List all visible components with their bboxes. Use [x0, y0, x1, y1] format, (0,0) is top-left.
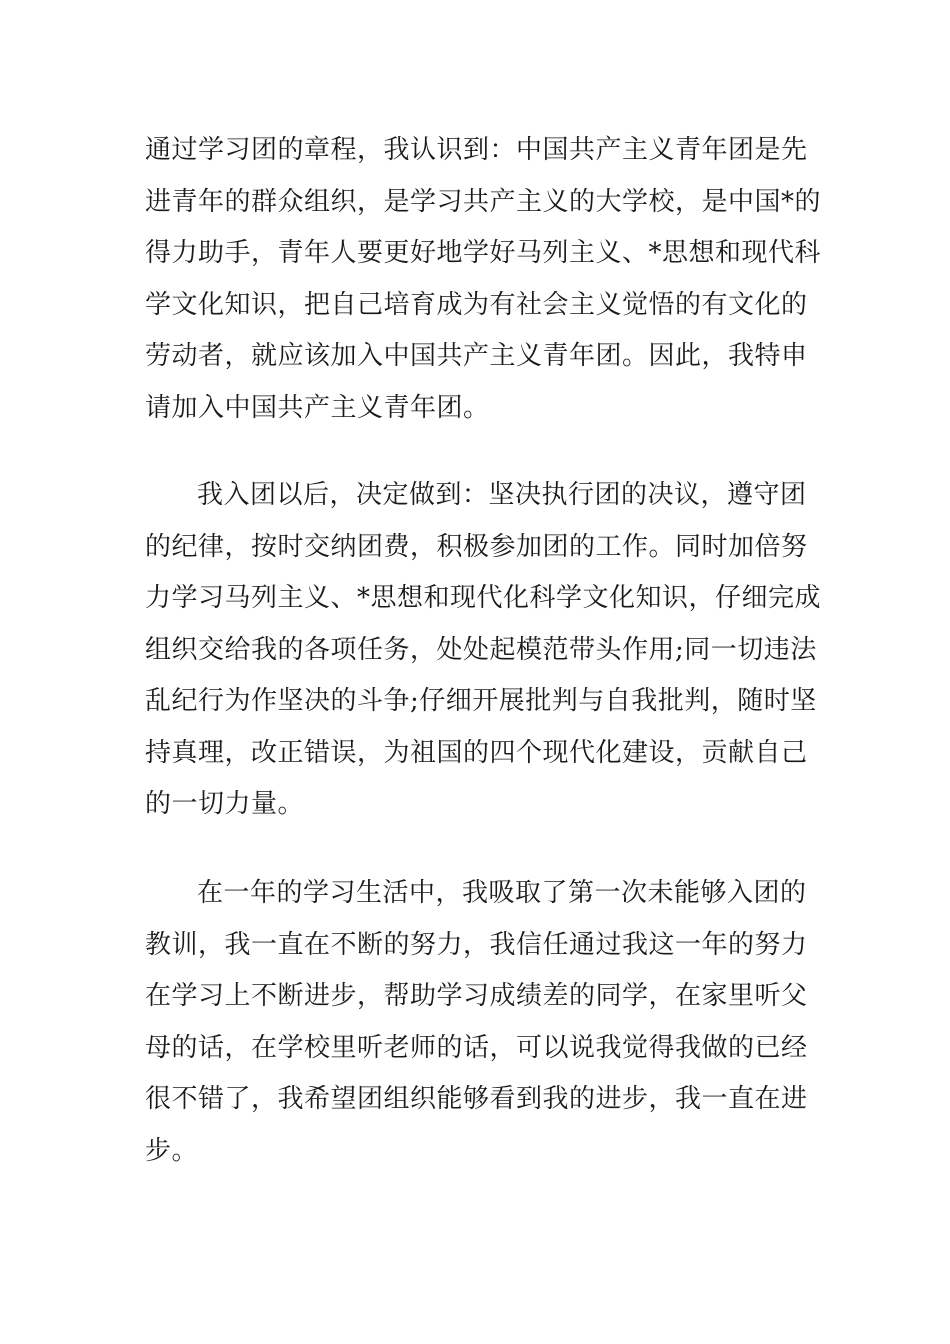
text-line: 的一切力量。	[145, 789, 305, 819]
text-line: 得力助手，青年人要更好地学好马列主义、*思想和现代科	[145, 238, 822, 268]
text-line: 在学习上不断进步，帮助学习成绩差的同学，在家里听父	[145, 981, 808, 1011]
text-line: 乱纪行为作坚决的斗争;仔细开展批判与自我批判，随时坚	[145, 686, 817, 716]
text-line: 组织交给我的各项任务，处处起模范带头作用;同一切违法	[145, 634, 817, 665]
paragraph-1	[145, 125, 822, 434]
text-line: 的纪律，按时交纳团费，积极参加团的工作。同时加倍努	[145, 531, 808, 562]
text-line: 很不错了，我希望团组织能够看到我的进步，我一直在进	[145, 1084, 808, 1114]
text-line: 请加入中国共产主义青年团。	[145, 392, 490, 423]
text-line: 母的话，在学校里听老师的话，可以说我觉得我做的已经	[145, 1032, 808, 1063]
text-line: 持真理，改正错误，为祖国的四个现代化建设，贡献自己	[145, 737, 808, 768]
text-line: 劳动者，就应该加入中国共产主义青年团。因此，我特申	[145, 341, 808, 371]
text-line: 步。	[145, 1135, 199, 1166]
text-line: 学文化知识，把自己培育成为有社会主义觉悟的有文化的	[145, 289, 808, 320]
text-line: 通过学习团的章程，我认识到：中国共产主义青年团是先	[145, 135, 808, 165]
text-line: 在一年的学习生活中，我吸取了第一次未能够入团的	[197, 878, 807, 908]
text-line: 我入团以后，决定做到：坚决执行团的决议，遵守团	[197, 480, 807, 510]
text-line: 力学习马列主义、*思想和现代化科学文化知识，仔细完成	[145, 583, 822, 613]
paragraph-3	[145, 868, 810, 1177]
text-line: 教训，我一直在不断的努力，我信任通过我这一年的努力	[145, 929, 808, 960]
text-line: 进青年的群众组织，是学习共产主义的大学校，是中国*的	[145, 186, 822, 217]
paragraph-2	[145, 470, 822, 831]
